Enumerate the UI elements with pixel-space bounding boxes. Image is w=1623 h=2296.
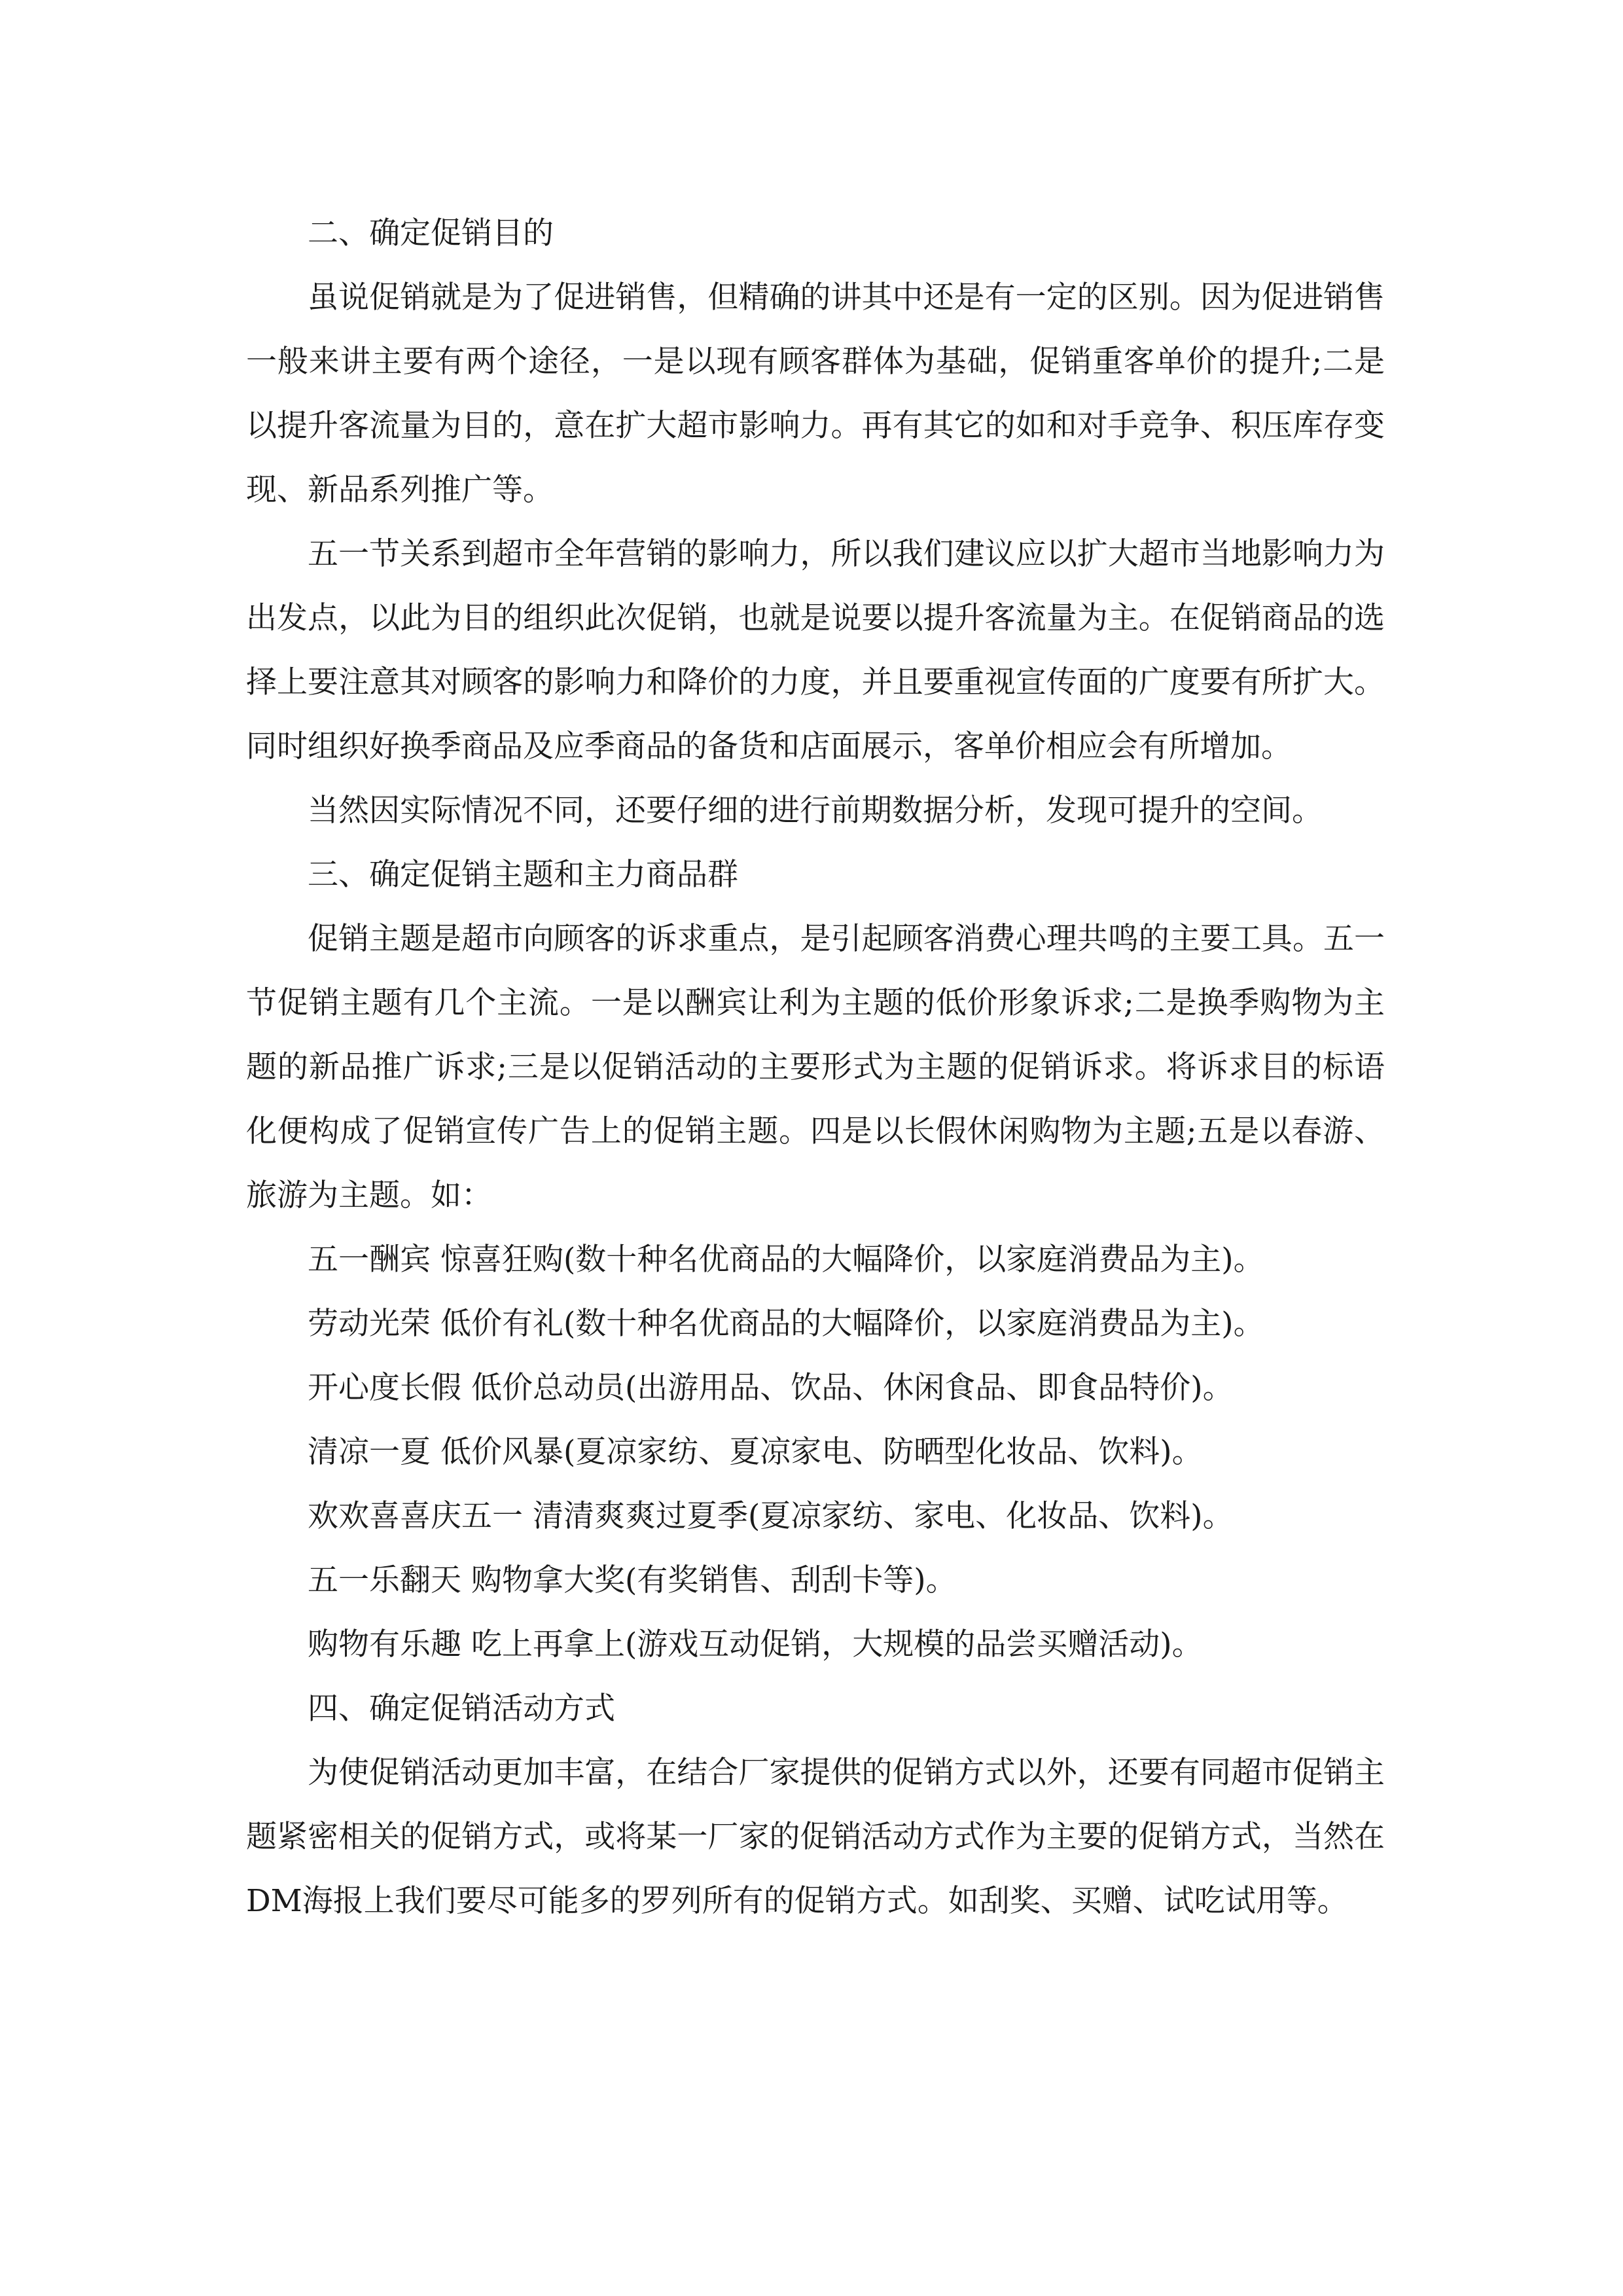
paragraph-theme-description: 促销主题是超市向顾客的诉求重点，是引起顾客消费心理共鸣的主要工具。五一节促销主题有几个主流。一是以酬宾让利为主题的低价形象诉求;二是换季购物为主题的新品推广诉求;三是以促销活动的主要形式为主题的促销诉求。将诉求目的标语化便构成了促销宣传广告上的促销主题。四是以长假休闲购物为主题;五是以春游、旅游为主题。如： bbox=[246, 921, 1385, 1213]
slogan-item: 欢欢喜喜庆五一 清清爽爽过夏季(夏凉家纺、家电、化妆品、饮料)。 bbox=[308, 1498, 1234, 1534]
section-heading-promotion-theme: 三、确定促销主题和主力商品群 bbox=[308, 857, 738, 893]
paragraph-promotion-purpose: 虽说促销就是为了促进销售，但精确的讲其中还是有一定的区别。因为促进销售一般来讲主要有两个途径，一是以现有顾客群体为基础，促销重客单价的提升;二是以提升客流量为目的，意在扩大超市影响力。再有其它的如和对手竞争、积压库存变现、新品系列推广等。 bbox=[246, 279, 1385, 508]
document-body bbox=[246, 202, 1385, 1933]
paragraph-promotion-methods: 为使促销活动更加丰富，在结合厂家提供的促销方式以外，还要有同超市促销主题紧密相关的促销方式，或将某一厂家的促销活动方式作为主要的促销方式，当然在DM海报上我们要尽可能多的罗列所有的促销方式。如刮奖、买赠、试吃试用等。 bbox=[246, 1755, 1385, 1919]
slogan-item: 五一乐翻天 购物拿大奖(有奖销售、刮刮卡等)。 bbox=[308, 1562, 957, 1598]
section-heading-promotion-methods: 四、确定促销活动方式 bbox=[308, 1691, 615, 1727]
paragraph-may-day-strategy: 五一节关系到超市全年营销的影响力，所以我们建议应以扩大超市当地影响力为出发点，以此为目的组织此次促销，也就是说要以提升客流量为主。在促销商品的选择上要注意其对顾客的影响力和降价的力度，并且要重视宣传面的广度要有所扩大。同时组织好换季商品及应季商品的备货和店面展示，客单价相应会有所增加。 bbox=[246, 536, 1385, 764]
slogan-item: 购物有乐趣 吃上再拿上(游戏互动促销，大规模的品尝买赠活动)。 bbox=[308, 1626, 1203, 1662]
slogan-item: 开心度长假 低价总动员(出游用品、饮品、休闲食品、即食品特价)。 bbox=[308, 1370, 1234, 1406]
slogan-item: 劳动光荣 低价有礼(数十种名优商品的大幅降价，以家庭消费品为主)。 bbox=[308, 1306, 1264, 1342]
slogan-item: 五一酬宾 惊喜狂购(数十种名优商品的大幅降价，以家庭消费品为主)。 bbox=[308, 1242, 1264, 1278]
slogan-item: 清凉一夏 低价风暴(夏凉家纺、夏凉家电、防晒型化妆品、饮料)。 bbox=[308, 1434, 1203, 1470]
paragraph-data-analysis: 当然因实际情况不同，还要仔细的进行前期数据分析，发现可提升的空间。 bbox=[308, 793, 1323, 829]
section-heading-promotion-goal: 二、确定促销目的 bbox=[308, 215, 554, 251]
